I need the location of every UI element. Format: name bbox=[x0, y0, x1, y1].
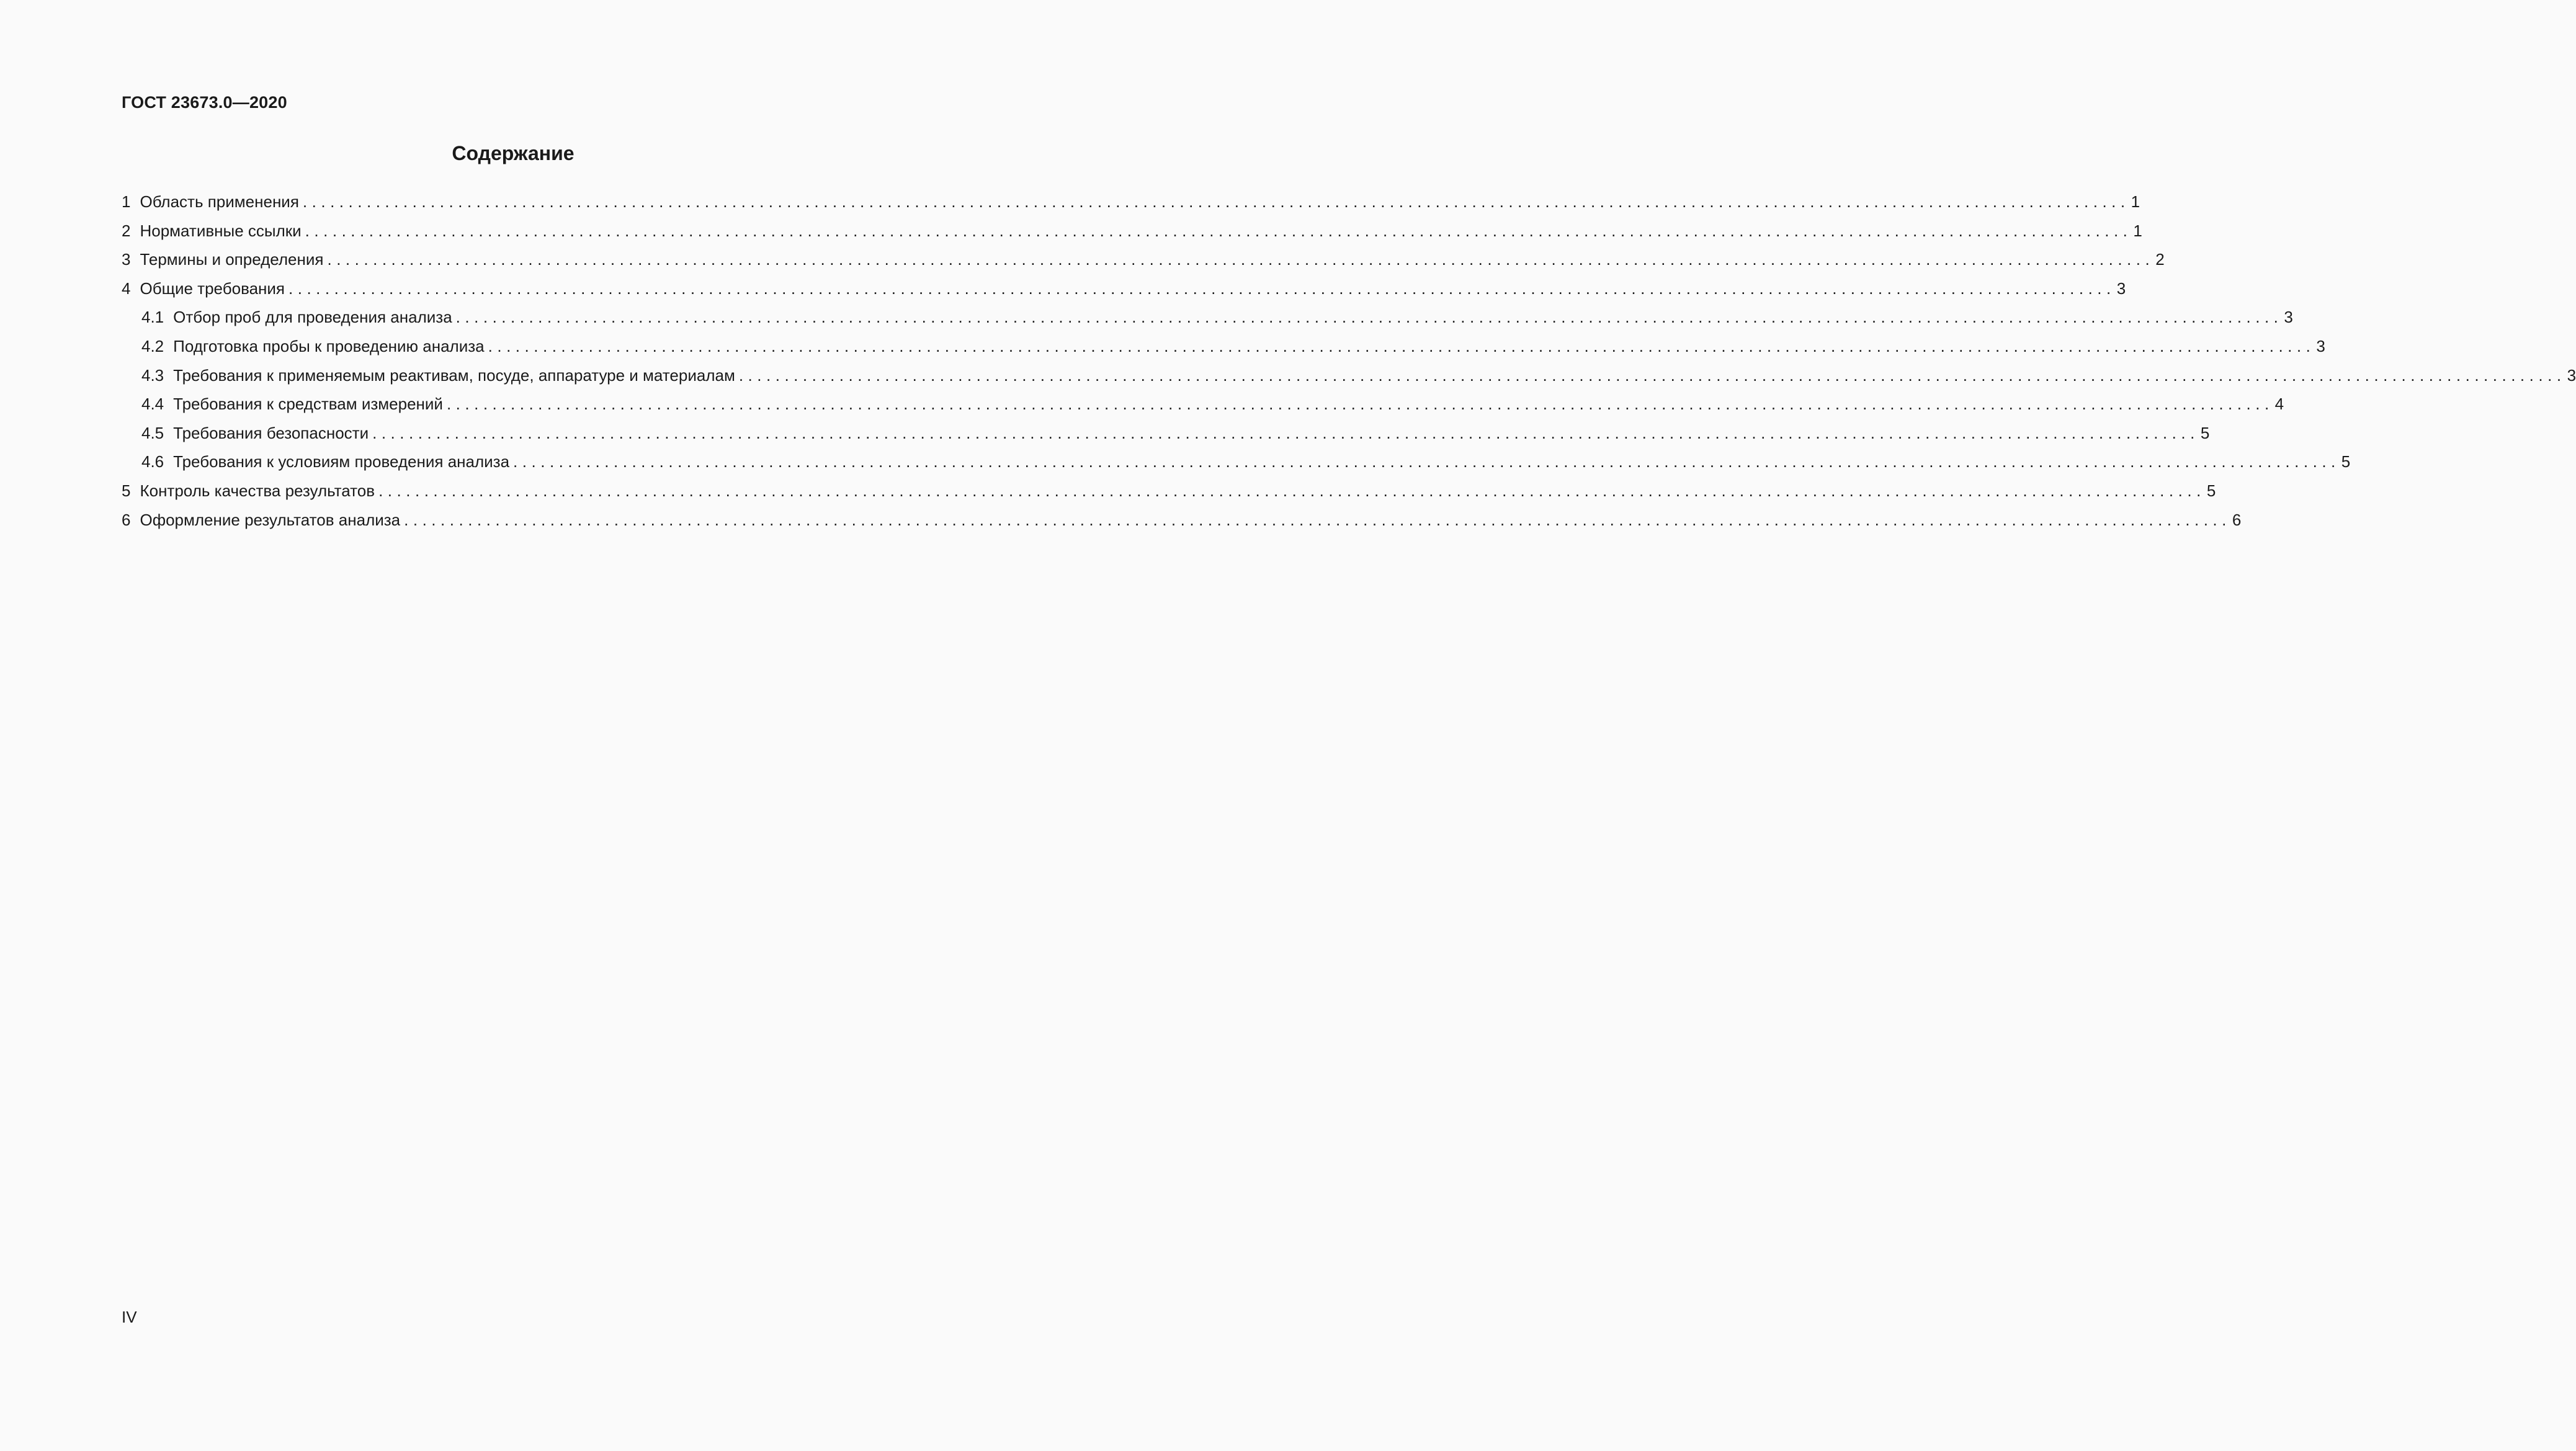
toc-entry-number: 2 bbox=[122, 221, 131, 240]
toc-entry-label: Требования к применяемым реактивам, посуде, аппаратуре и материалам bbox=[173, 365, 735, 385]
toc-entry[interactable] bbox=[122, 245, 2165, 274]
toc-entry-page: 5 bbox=[2206, 481, 2216, 500]
document-code: ГОСТ 23673.0—2020 bbox=[122, 93, 287, 112]
toc-entry-page: 1 bbox=[2133, 221, 2142, 240]
toc-entry-label: Подготовка пробы к проведению анализа bbox=[173, 336, 485, 355]
toc-entry-number: 4.6 bbox=[141, 452, 164, 471]
toc-subentry[interactable] bbox=[122, 303, 2293, 332]
toc-entry-page: 3 bbox=[2284, 308, 2293, 327]
toc-entry[interactable] bbox=[122, 217, 2142, 246]
toc-subentry[interactable] bbox=[122, 390, 2284, 419]
toc-entry-number: 6 bbox=[122, 510, 131, 529]
toc-entry-page: 5 bbox=[2341, 452, 2351, 471]
toc-subentry[interactable] bbox=[122, 447, 2351, 476]
toc-leader-dots: ........................................................................................................................................................................................................ bbox=[288, 279, 2116, 298]
toc-entry-label: Нормативные ссылки bbox=[140, 221, 302, 240]
toc-entry-label: Требования к средствам измерений bbox=[173, 395, 443, 414]
toc-leader-dots: ........................................................................................................................................................................................................ bbox=[327, 250, 2155, 269]
toc-entry-page: 1 bbox=[2131, 192, 2140, 211]
toc-leader-dots: ........................................................................................................................................................................................................ bbox=[404, 510, 2231, 529]
toc-leader-dots: ........................................................................................................................................................................................................ bbox=[446, 395, 2274, 414]
toc-leader-dots: ........................................................................................................................................................................................................ bbox=[513, 452, 2340, 471]
toc-entry-number: 4.5 bbox=[141, 423, 164, 442]
toc-leader-dots: ........................................................................................................................................................................................................ bbox=[455, 308, 2283, 327]
table-of-contents bbox=[122, 187, 2576, 534]
toc-title: Содержание bbox=[452, 142, 575, 164]
toc-leader-dots: ........................................................................................................................................................................................................ bbox=[372, 423, 2199, 442]
toc-entry-number: 1 bbox=[122, 192, 131, 211]
toc-leader-dots: ........................................................................................................................................................................................................ bbox=[738, 365, 2566, 385]
toc-entry-number: 4.2 bbox=[141, 336, 164, 355]
toc-entry-label: Общие требования bbox=[140, 279, 285, 298]
toc-subentry[interactable] bbox=[122, 361, 2576, 390]
toc-leader-dots: ........................................................................................................................................................................................................ bbox=[488, 336, 2315, 355]
toc-entry-page: 2 bbox=[2155, 250, 2165, 269]
toc-entry-page: 6 bbox=[2232, 510, 2242, 529]
toc-entry-page: 3 bbox=[2116, 279, 2126, 298]
toc-entry-page: 3 bbox=[2567, 365, 2576, 385]
toc-entry[interactable] bbox=[122, 506, 2242, 535]
page-number: IV bbox=[122, 1308, 137, 1326]
toc-entry-label: Требования безопасности bbox=[173, 423, 369, 442]
toc-entry-label: Область применения bbox=[140, 192, 299, 211]
toc-entry-number: 5 bbox=[122, 481, 131, 500]
toc-leader-dots: ........................................................................................................................................................................................................ bbox=[378, 481, 2206, 500]
toc-entry-number: 3 bbox=[122, 250, 131, 269]
toc-entry[interactable] bbox=[122, 476, 2216, 506]
toc-entry-number: 4 bbox=[122, 279, 131, 298]
toc-entry[interactable] bbox=[122, 187, 2140, 217]
toc-entry-page: 3 bbox=[2316, 336, 2325, 355]
toc-entry-page: 4 bbox=[2274, 395, 2284, 414]
toc-subentry[interactable] bbox=[122, 419, 2210, 448]
toc-entry-label: Термины и определения bbox=[140, 250, 324, 269]
toc-entry-label: Контроль качества результатов bbox=[140, 481, 375, 500]
toc-entry[interactable] bbox=[122, 274, 2126, 303]
toc-subentry[interactable] bbox=[122, 332, 2325, 361]
toc-entry-number: 4.3 bbox=[141, 365, 164, 385]
toc-entry-page: 5 bbox=[2200, 423, 2210, 442]
toc-entry-label: Требования к условиям проведения анализа bbox=[173, 452, 510, 471]
toc-leader-dots: ........................................................................................................................................................................................................ bbox=[305, 221, 2132, 240]
toc-entry-number: 4.1 bbox=[141, 308, 164, 327]
toc-entry-label: Оформление результатов анализа bbox=[140, 510, 401, 529]
toc-entry-label: Отбор проб для проведения анализа bbox=[173, 308, 452, 327]
toc-entry-number: 4.4 bbox=[141, 395, 164, 414]
toc-leader-dots: ........................................................................................................................................................................................................ bbox=[302, 192, 2130, 211]
